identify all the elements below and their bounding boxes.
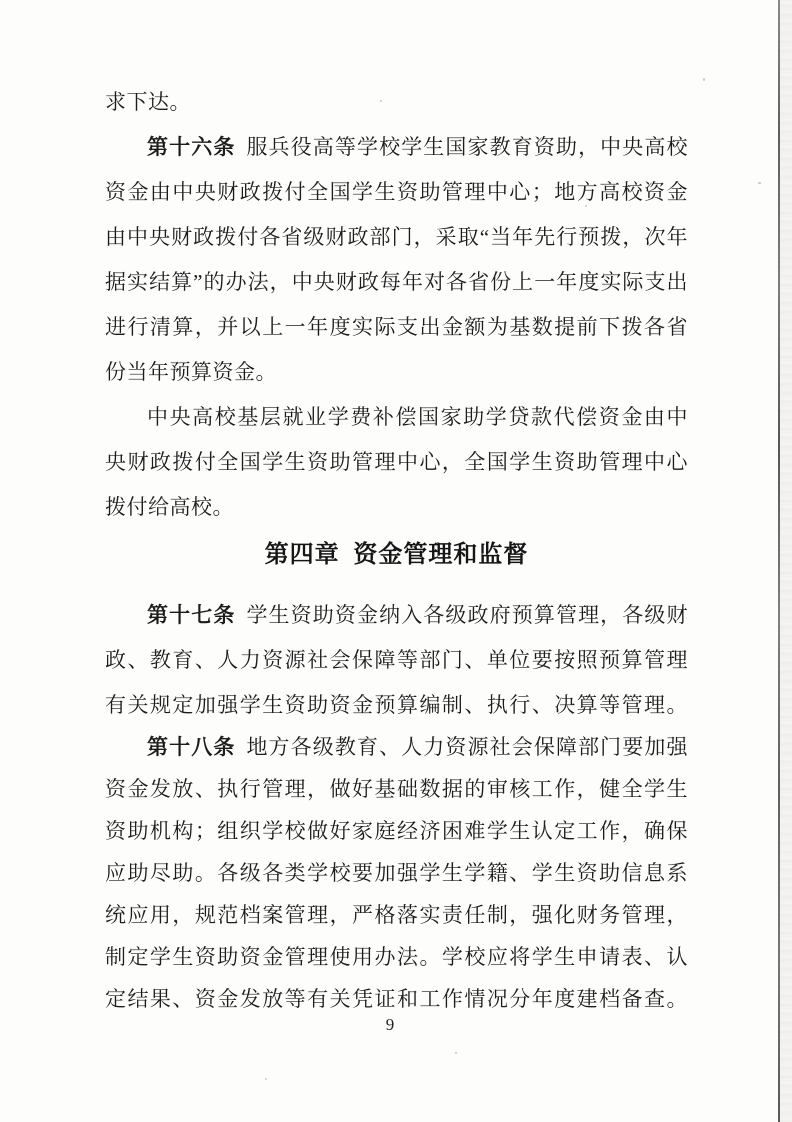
paragraph-block-2 — [105, 593, 688, 728]
document-content — [105, 80, 688, 1020]
text-line: 制定学生资助资金管理使用办法。学校应将学生申请表、认 — [105, 945, 688, 969]
scan-speck — [455, 1052, 457, 1054]
text-line: 有关规定加强学生资助资金预算编制、执行、决算等管理。 — [105, 693, 688, 717]
scan-edge-line — [778, 0, 780, 1122]
text-line: 第十七条 学生资助资金纳入各级政府预算管理，各级财 — [147, 603, 689, 627]
text-line: 中央高校基层就业学费补偿国家助学贷款代偿资金由中 — [147, 405, 688, 429]
scan-speck — [703, 78, 705, 81]
text-line: 拨付给高校。 — [105, 495, 234, 519]
chapter-heading: 第四章 资金管理和监督 — [264, 541, 529, 568]
text-line: 第十六条 服兵役高等学校学生国家教育资助，中央高校 — [147, 135, 689, 159]
text-line: 第十八条 地方各级教育、人力资源社会保障部门要加强 — [147, 735, 689, 759]
page-number: 9 — [385, 1015, 395, 1034]
article-number: 第十六条 — [147, 136, 236, 159]
paragraph-block-3 — [105, 726, 688, 1020]
text-line: 应助尽助。各级各类学校要加强学生学籍、学生资助信息系 — [105, 861, 688, 885]
scan-edge-strip — [780, 0, 792, 1122]
text-line: 资金发放、执行管理，做好基础数据的审核工作，健全学生 — [105, 777, 688, 801]
text-line: 政、教育、人力资源社会保障等部门、单位要按照预算管理 — [105, 648, 688, 672]
text-line: 求下达。 — [105, 90, 191, 114]
text-line: 资金由中央财政拨付全国学生资助管理中心；地方高校资金 — [105, 180, 688, 204]
text-line: 统应用，规范档案管理，严格落实责任制，强化财务管理， — [105, 903, 688, 927]
article-number: 第十八条 — [147, 736, 236, 759]
scan-speck — [758, 182, 761, 184]
text-line: 定结果、资金发放等有关凭证和工作情况分年度建档备查。 — [105, 987, 688, 1011]
text-line: 进行清算，并以上一年度实际支出金额为基数提前下拨各省 — [105, 315, 688, 339]
text-line: 资助机构；组织学校做好家庭经济困难学生认定工作，确保 — [105, 819, 688, 843]
text-line: 央财政拨付全国学生资助管理中心，全国学生资助管理中心 — [105, 450, 688, 474]
article-number: 第十七条 — [147, 604, 236, 627]
text-line: 由中央财政拨付各省级财政部门，采取“当年先行预拨，次年 — [105, 225, 688, 249]
scan-speck — [265, 1078, 267, 1080]
text-line: 份当年预算资金。 — [105, 360, 277, 384]
text-line: 据实结算”的办法，中央财政每年对各省份上一年度实际支出 — [105, 270, 688, 294]
paragraph-block-1 — [105, 80, 688, 530]
